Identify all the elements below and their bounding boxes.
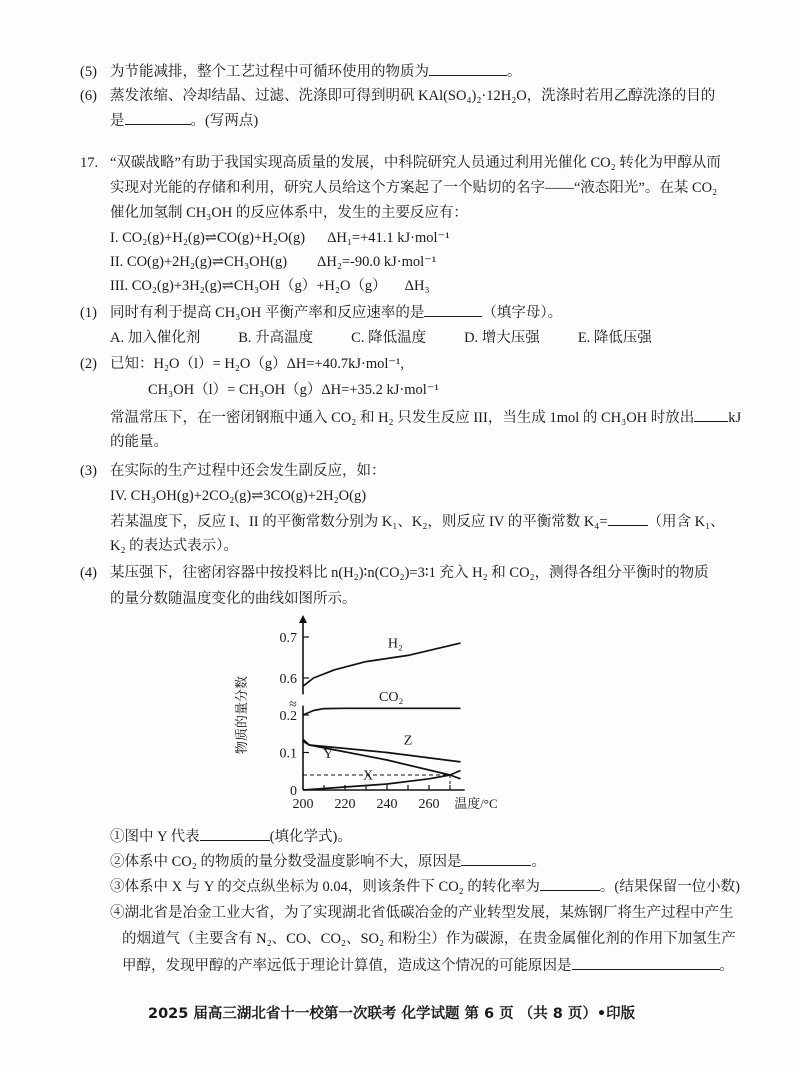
q16-part6-cont (110, 110, 258, 131)
sub2-line4: 的能量。 (110, 434, 168, 450)
question-text: （用含 K₁、 (647, 514, 725, 530)
sub4-q2 (110, 851, 546, 872)
answer-blank[interactable] (608, 511, 648, 526)
question-text: 蒸发浓缩、冷却结晶、过滤、洗涤即可得到明矾 KAl(SO₄)₂·12H₂O，洗涤时若用乙醇洗涤的目的 (110, 88, 716, 104)
sub-question-3 (80, 461, 386, 481)
y-tick-label: 0 (290, 784, 297, 799)
series-label-H₂: H₂ (387, 636, 403, 652)
question-text: ②体系中 CO₂ 的物质的量分数受温度影响不大，原因是 (110, 854, 462, 870)
question-text: “双碳战略”有助于我国实现高质量的发展，中科院研究人员通过利用光催化 CO₂ 转化为甲醇从而 (110, 155, 721, 171)
y-axis-label: 物质的量分数 (234, 675, 249, 755)
q17-intro-line (80, 153, 721, 173)
option-a[interactable]: A. 加入催化剂 (110, 330, 201, 346)
reaction-3 (110, 276, 430, 296)
reaction-enthalpy: ΔH₂=-90.0 kJ·mol⁻¹ (317, 254, 437, 270)
question-text: 已知：H₂O（l）= H₂O（g）ΔH=+40.7kJ·mol⁻¹, (110, 356, 405, 372)
question-text: 。 (531, 854, 546, 870)
series-line-X (303, 768, 461, 791)
unit-text: kJ (728, 410, 742, 426)
series-label-X: X (363, 768, 374, 784)
reaction-enthalpy: ΔH₃ (404, 278, 430, 294)
reaction-enthalpy: ΔH₁=+41.1 kJ·mol⁻¹ (327, 230, 450, 246)
punct: 。 (507, 64, 522, 80)
reaction-2 (110, 252, 436, 272)
series-label-Z: Z (403, 733, 413, 749)
answer-blank[interactable] (424, 302, 482, 317)
y-tick-label: 0.6 (279, 672, 297, 687)
part-number: (2) (80, 356, 97, 372)
series-label-Y: Y (323, 747, 334, 763)
chart-axes (289, 615, 465, 790)
part-number: (6) (80, 88, 97, 104)
sub4-q3 (110, 876, 740, 897)
question-text: 甲醇，发现甲醇的产率远低于理论计算值，造成这个情况的可能原因是 (122, 958, 572, 974)
question-text: 为节能减排，整个工艺过程中可循环使用的物质为 (110, 64, 429, 80)
q17-intro-line: 实现对光能的存储和利用，研究人员给这个方案起了一个贴切的名字——“液态阳光”。在某 CO₂ (110, 180, 718, 196)
answer-blank[interactable] (125, 110, 191, 125)
question-text: 在实际的生产过程中还会发生副反应，如： (110, 463, 386, 479)
y-tick-label: 0.2 (279, 709, 297, 724)
mole-fraction-chart (226, 615, 566, 825)
reaction-1 (110, 228, 450, 248)
answer-blank[interactable] (572, 955, 720, 970)
series-line-H₂ (303, 643, 461, 686)
y-tick-label: 0.1 (279, 746, 297, 762)
q16-part6 (80, 86, 715, 106)
question-text: 常温常压下，在一密闭钢瓶中通入 CO₂ 和 H₂ 只发生反应 III，当生成 1mol 的 CH₃OH 时放出 (110, 410, 695, 426)
question-text: (填化学式)。 (269, 829, 352, 845)
answer-blank[interactable] (429, 61, 507, 76)
sub2-line2: CH₃OH（l）= CH₃OH（g）ΔH=+35.2 kJ·mol⁻¹ (148, 382, 439, 398)
axis-break-mark: ≈ (289, 697, 297, 713)
x-tick-label: 220 (334, 797, 356, 812)
series-line-CO₂ (303, 708, 461, 715)
option-e[interactable]: E. 降低压强 (577, 330, 652, 346)
question-number: 17. (80, 155, 99, 171)
question-text: 同时有利于提高 CH₃OH 平衡产率和反应速率的是 (110, 305, 425, 321)
sub4-line2: 的量分数随温度变化的曲线如图所示。 (110, 591, 357, 607)
x-tick-label: 200 (292, 797, 314, 812)
sub2-line3 (110, 407, 741, 428)
punct: 。 (719, 958, 734, 974)
sub-question-4 (80, 563, 709, 583)
sub3-line3 (110, 511, 725, 532)
options-row (110, 328, 652, 348)
answer-blank[interactable] (461, 851, 531, 866)
part-number: (5) (80, 64, 97, 80)
reaction-equation: II. CO(g)+2H₂(g)⇌CH₃OH(g) (110, 254, 288, 270)
answer-blank[interactable] (694, 407, 728, 422)
sub3-line4: K₂ 的表达式表示）。 (110, 538, 238, 554)
answer-blank[interactable] (200, 826, 270, 841)
option-c[interactable]: C. 降低温度 (351, 330, 427, 346)
sub4-q4-line2: 的烟道气（主要含有 N₂、CO、CO₂、SO₂ 和粉尘）作为碳源，在贵金属催化剂的作用下加氢生产 (122, 931, 736, 947)
option-d[interactable]: D. 增大压强 (464, 330, 540, 346)
series-label-CO₂: CO₂ (379, 689, 404, 705)
question-text: 若某温度下，反应 I、II 的平衡常数分别为 K₁、K₂，则反应 IV 的平衡常数 K₄= (110, 514, 608, 530)
question-text: 。(结果保留一位小数) (599, 879, 741, 895)
x-tick-label: 240 (376, 797, 398, 812)
sub4-q4-line3 (122, 955, 734, 976)
page-footer: 2025 届高三湖北省十一校第一次联考 化学试题 第 6 页 （共 8 页）•印版 (148, 1006, 636, 1022)
question-text: ①图中 Y 代表 (110, 829, 200, 845)
question-text: 。(写两点) (190, 113, 259, 129)
q17-intro-line: 催化加氢制 CH₃OH 的反应体系中，发生的主要反应有： (110, 205, 468, 221)
reaction-4: IV. CH₃OH(g)+2CO₂(g)⇌3CO(g)+2H₂O(g) (110, 488, 367, 504)
option-b[interactable]: B. 升高温度 (238, 330, 314, 346)
question-text: ③体系中 X 与 Y 的交点纵坐标为 0.04，则该条件下 CO₂ 的转化率为 (110, 879, 540, 895)
sub4-q4-line1: ④湖北省是冶金工业大省，为了实现湖北省低碳冶金的产业转型发展，某炼钢厂将生产过程中产生 (110, 905, 734, 921)
x-tick-label: 260 (418, 797, 440, 812)
part-number: (3) (80, 463, 97, 479)
reaction-equation: I. CO₂(g)+H₂(g)⇌CO(g)+H₂O(g) (110, 230, 306, 246)
q16-part5 (80, 61, 522, 82)
sub-question-1 (80, 302, 562, 323)
x-axis-label: 温度/°C (454, 796, 498, 811)
reaction-equation: III. CO₂(g)+3H₂(g)⇌CH₃OH（g）+H₂O（g） (110, 278, 387, 294)
question-text: 是 (110, 113, 125, 129)
sub4-q1 (110, 826, 352, 847)
y-tick-label: 0.7 (279, 631, 297, 646)
question-text: 某压强下，往密闭容器中按投料比 n(H₂)∶n(CO₂)=3∶1 充入 H₂ 和 CO₂，测得各组分平衡时的物质 (110, 565, 709, 581)
sub-question-2 (80, 354, 404, 374)
answer-blank[interactable] (540, 876, 600, 891)
y-axis-arrow (299, 615, 307, 623)
part-number: (1) (80, 305, 97, 321)
part-number: (4) (80, 565, 97, 581)
question-text: （填字母）。 (482, 305, 563, 321)
chart-series (303, 643, 461, 790)
